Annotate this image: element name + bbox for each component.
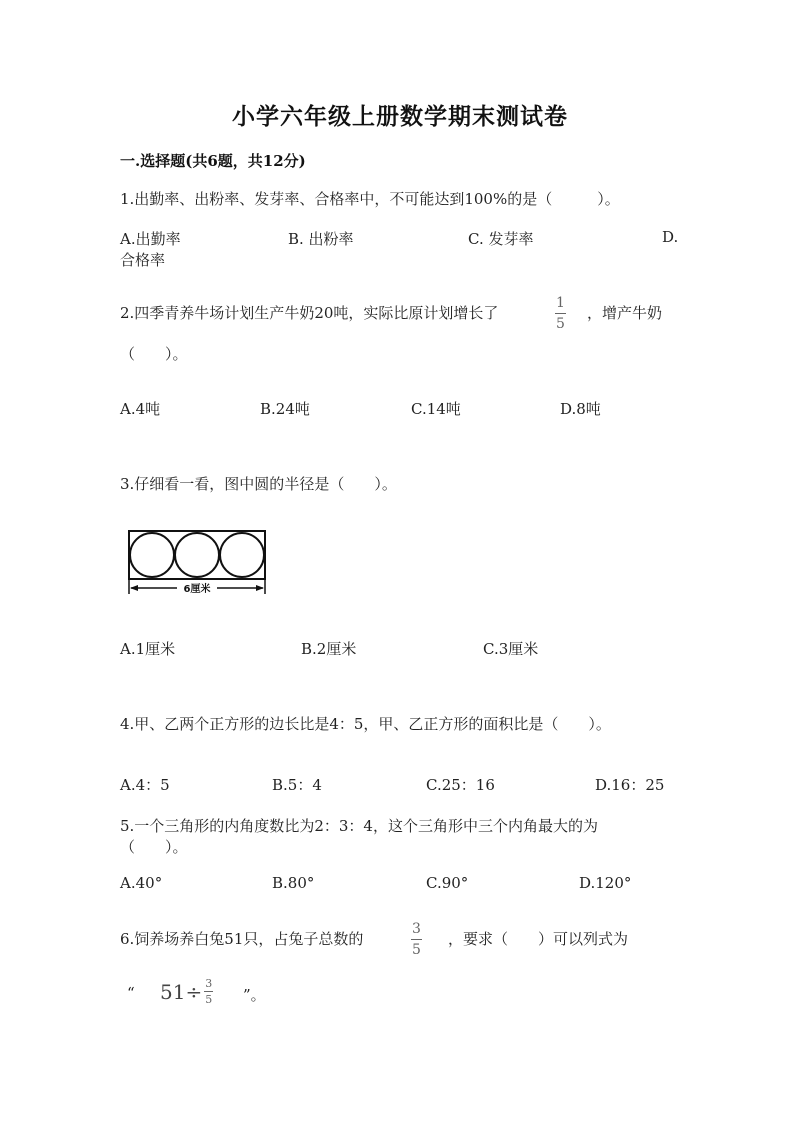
question-6-fraction [411,922,422,957]
question-5-option-c: C.90° [426,874,469,892]
question-5-option-b: B.80° [272,874,315,892]
question-6-text: 6.饲养场养白兔51只，占兔子总数的 [120,930,364,948]
question-1-option-d: D. [662,228,679,246]
question-6-text-after: ，要求（ ）可以列式为 [448,930,629,948]
question-2-option-c: C.14吨 [411,400,461,418]
question-2-option-d: D.8吨 [560,400,601,418]
figure-circle-1 [130,533,174,577]
question-2-fraction [555,296,566,331]
question-5-option-d: D.120° [579,874,632,892]
fraction-numerator: 1 [556,295,565,311]
fraction-denominator: 5 [205,993,213,1006]
fraction-denominator: 5 [412,942,421,958]
fraction-bar [411,939,422,940]
question-1-text: 1.出勤率、出粉率、发芽率、合格率中，不可能达到100%的是（ ）。 [120,190,620,208]
question-3-option-a: A.1厘米 [120,640,176,658]
question-2-text-line2: （ ）。 [120,345,188,363]
question-5-text-line2: （ ）。 [120,838,188,856]
question-4-option-d: D.16：25 [595,776,665,794]
figure-circle-3 [220,533,264,577]
figure-circle-2 [175,533,219,577]
figure-arrow-left [130,585,138,591]
fraction-numerator: 3 [205,977,213,990]
expression-main: 51÷ [160,979,203,1004]
figure-arrow-right [256,585,264,591]
question-3-text: 3.仔细看一看，图中圆的半径是（ ）。 [120,475,397,493]
page-title: 小学六年级上册数学期末测试卷 [232,103,568,130]
question-2-text-after: ，增产牛奶 [587,304,663,322]
fraction-bar [204,991,213,992]
question-1-option-a: A.出勤率 [120,230,181,248]
question-1-option-d-text: 合格率 [120,251,166,269]
question-4-option-b: B.5：4 [272,776,322,794]
question-2-option-b: B.24吨 [260,400,310,418]
quote-open: “ [127,984,135,1002]
figure-rectangle [129,531,265,579]
fraction-numerator: 3 [412,921,421,937]
question-2-text: 2.四季青养牛场计划生产牛奶20吨，实际比原计划增长了 [120,304,499,322]
fraction-bar [555,313,566,314]
question-5-text: 5.一个三角形的内角度数比为2：3：4，这个三角形中三个内角最大的为 [120,817,598,835]
question-1-option-c: C. 发芽率 [468,230,534,248]
question-4-text: 4.甲、乙两个正方形的边长比是4：5，甲、乙正方形的面积比是（ ）。 [120,715,611,733]
question-3-option-c: C.3厘米 [483,640,539,658]
question-4-option-a: A.4：5 [120,776,170,794]
question-3-option-b: B.2厘米 [301,640,357,658]
division-expression [160,978,213,1005]
question-5-option-a: A.40° [120,874,163,892]
fraction-denominator: 5 [556,316,565,332]
question-1-option-b: B. 出粉率 [288,230,354,248]
figure-label: 6厘米 [183,584,211,595]
section-heading: 一.选择题(共6题，共12分) [120,152,306,170]
circles-figure [125,528,270,598]
quote-close: ”。 [243,986,266,1004]
expression-fraction [204,978,213,1005]
question-2-option-a: A.4吨 [120,400,161,418]
question-4-option-c: C.25：16 [426,776,495,794]
